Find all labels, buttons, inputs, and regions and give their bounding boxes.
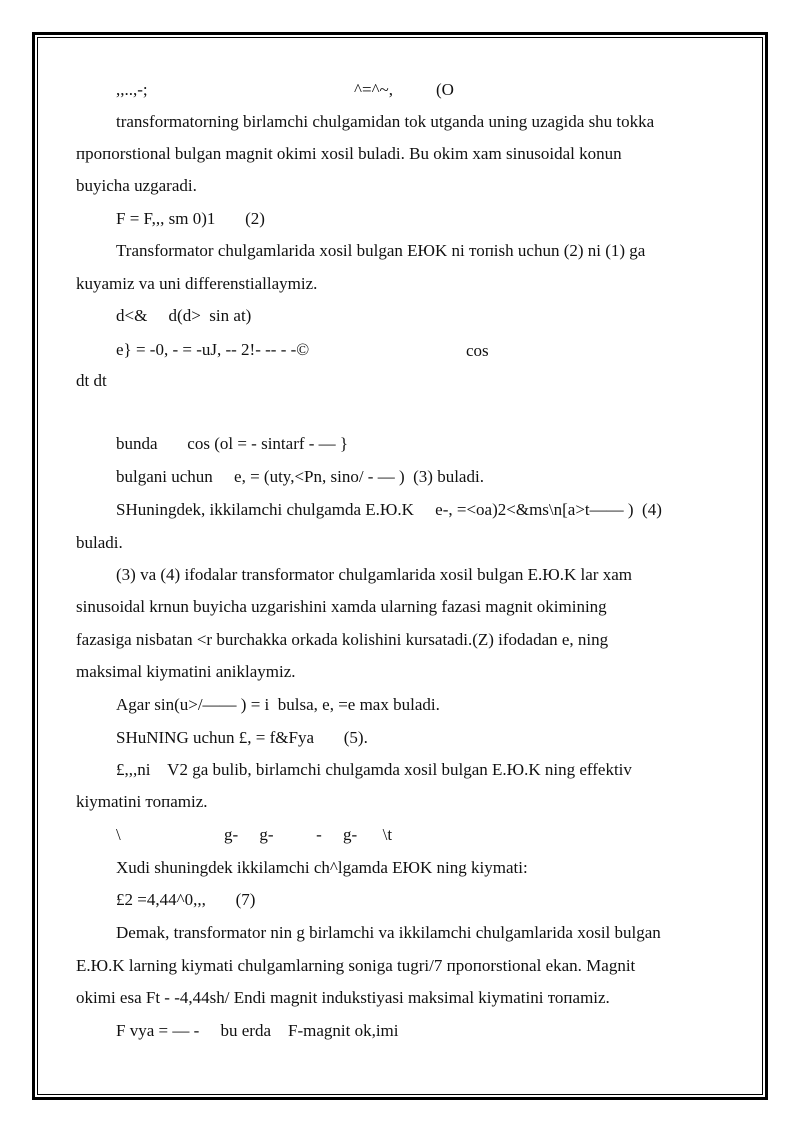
text-line: (3) va (4) ifodalar transformator chulgamlarida xosil bulgan E.Ю.K lar xam — [116, 565, 632, 584]
text-line: sinusoidal krnun buyicha uzgarishini xamda ularning fazasi magnit okimining — [76, 597, 607, 616]
text-line: buladi. — [76, 533, 123, 552]
text-line: kiymatini топamiz. — [76, 792, 208, 811]
text-line: E.Ю.K larning kiymati chulgamlarning soniga tugri/7 пропorstional ekan. Magnit — [76, 956, 636, 975]
text-line: F vya = — - bu erda F-magnit ok,imi — [116, 1021, 399, 1040]
text-line: Demak, transformator nin g birlamchi va ikkilamchi chulgamlarida xosil bulgan — [116, 923, 661, 942]
text-line: fazasiga nisbatan <r burchakka orkada kolishini kursatadi.(Z) ifodadan e, ning — [76, 630, 609, 649]
text-line: пропorstional bulgan magnit okimi xosil buladi. Bu okim xam sinusoidal konun — [76, 144, 622, 163]
text-line: Xudi shuningdek ikkilamchi ch^lgamda EЮK ning kiymati: — [116, 858, 528, 877]
text-line: (O — [436, 80, 454, 99]
text-line: kuyamiz va uni differenstiallaymiz. — [76, 274, 318, 293]
text-line: g- g- - g- \t — [224, 825, 393, 844]
text-line: ,,..,-; — [116, 80, 148, 99]
text-line: transformatorning birlamchi chulgamidan tok utganda uning uzagida shu tokka — [116, 112, 655, 131]
text-line: buyicha uzgaradi. — [76, 176, 197, 195]
text-line: bunda cos (ol = - sintarf - — } — [116, 434, 349, 453]
text-line: ^=^~, — [354, 80, 393, 99]
text-line: SHuningdek, ikkilamchi chulgamda E.Ю.K e-, =<oa)2<&ms\n[a>t—— ) (4) — [116, 500, 662, 519]
text-line: e} = -0, - = -uJ, -- 2!- -- - -© — [116, 340, 310, 359]
text-line: SHuNING uchun £, = f&Fya (5). — [116, 728, 368, 747]
text-line: Transformator chulgamlarida xosil bulgan EЮK ni топish uchun (2) ni (1) ga — [116, 241, 646, 260]
text-line: bulgani uchun e, = (uty,<Pn, sino/ - — ) (3) buladi. — [116, 467, 484, 486]
text-line: £2 =4,44^0,,, (7) — [116, 890, 256, 909]
text-line: F = F,,, sm 0)1 (2) — [116, 209, 265, 228]
text-line: okimi esa Ft - -4,44sh/ Endi magnit indukstiyasi maksimal kiymatini топamiz. — [76, 988, 610, 1007]
text-line: cos — [466, 341, 489, 360]
text-line: dt dt — [76, 371, 107, 390]
text-line: £,,,ni V2 ga bulib, birlamchi chulgamda xosil bulgan E.Ю.K ning effektiv — [116, 760, 632, 779]
text-line: d<& d(d> sin at) — [116, 306, 252, 325]
text-line: \ — [116, 825, 121, 844]
text-line: maksimal kiymatini aniklaymiz. — [76, 662, 296, 681]
text-line: Agar sin(u>/—— ) = i bulsa, e, =e max buladi. — [116, 695, 440, 714]
